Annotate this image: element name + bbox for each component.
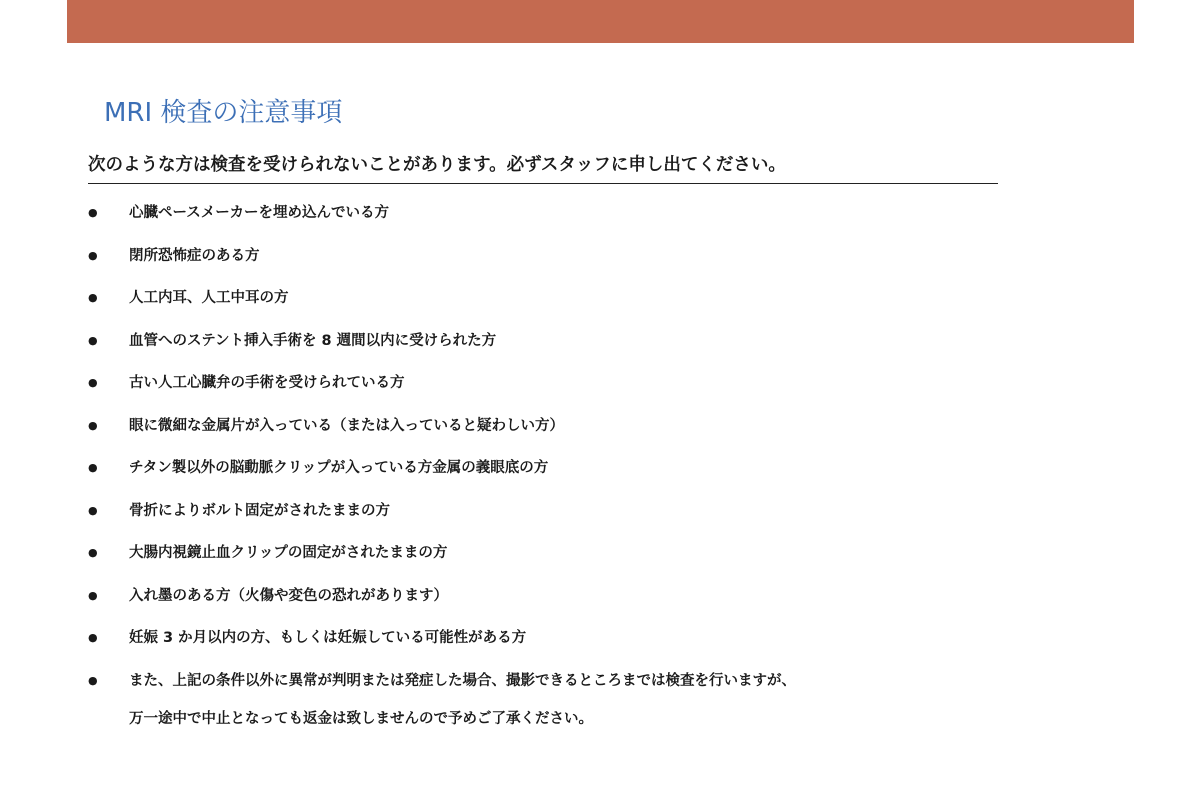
condition-item xyxy=(88,198,1148,228)
bullet-icon: ● xyxy=(88,546,98,560)
condition-text: 妊娠 3 か月以内の方、もしくは妊娠している可能性がある方 xyxy=(129,630,527,647)
condition-text: 古い人工心臓弁の手術を受けられている方 xyxy=(129,375,405,392)
bullet-icon: ● xyxy=(88,418,98,432)
condition-text: 閉所恐怖症のある方 xyxy=(129,247,260,264)
bullet-icon: ● xyxy=(88,503,98,517)
condition-item xyxy=(88,283,1148,313)
bullet-icon: ● xyxy=(88,461,98,475)
bullet-icon: ● xyxy=(88,674,98,688)
intro-notice: 次のような方は検査を受けられないことがあります。必ずスタッフに申し出てください。 xyxy=(88,152,998,184)
final-note-line-1: また、上記の条件以外に異常が判明または発症した場合、撮影できるところまでは検査を行いますが、 xyxy=(129,673,796,690)
condition-text: 眼に微細な金属片が入っている（または入っていると疑わしい方） xyxy=(129,417,564,434)
page-title: MRI 検査の注意事項 xyxy=(104,98,343,128)
condition-item xyxy=(88,368,1148,398)
condition-text: 入れ墨のある方（火傷や変色の恐れがあります） xyxy=(129,587,448,604)
condition-item xyxy=(88,538,1148,568)
bullet-icon: ● xyxy=(88,588,98,602)
top-color-band xyxy=(67,0,1134,43)
condition-item xyxy=(88,453,1148,483)
condition-text: 人工内耳、人工中耳の方 xyxy=(129,290,289,307)
bullet-icon: ● xyxy=(88,291,98,305)
final-note-line-2: 万一途中で中止となっても返金は致しませんので予めご了承ください。 xyxy=(129,711,593,728)
condition-text: 骨折によりボルト固定がされたままの方 xyxy=(129,502,390,519)
condition-text: 大腸内視鏡止血クリップの固定がされたままの方 xyxy=(129,545,448,562)
condition-item xyxy=(88,581,1148,611)
condition-text: 血管へのステント挿入手術を 8 週間以内に受けられた方 xyxy=(129,332,497,349)
conditions-list xyxy=(88,198,1148,751)
bullet-icon: ● xyxy=(88,333,98,347)
bullet-icon: ● xyxy=(88,248,98,262)
condition-text: チタン製以外の脳動脈クリップが入っている方金属の義眼底の方 xyxy=(129,460,549,477)
bullet-icon: ● xyxy=(88,631,98,645)
final-note-item xyxy=(88,662,1148,738)
bullet-icon: ● xyxy=(88,206,98,219)
condition-item xyxy=(88,411,1148,441)
condition-item xyxy=(88,623,1148,653)
bullet-icon: ● xyxy=(88,376,98,390)
condition-item xyxy=(88,326,1148,356)
condition-text: 心臓ペースメーカーを埋め込んでいる方 xyxy=(129,205,389,221)
condition-item xyxy=(88,496,1148,526)
condition-item xyxy=(88,241,1148,271)
